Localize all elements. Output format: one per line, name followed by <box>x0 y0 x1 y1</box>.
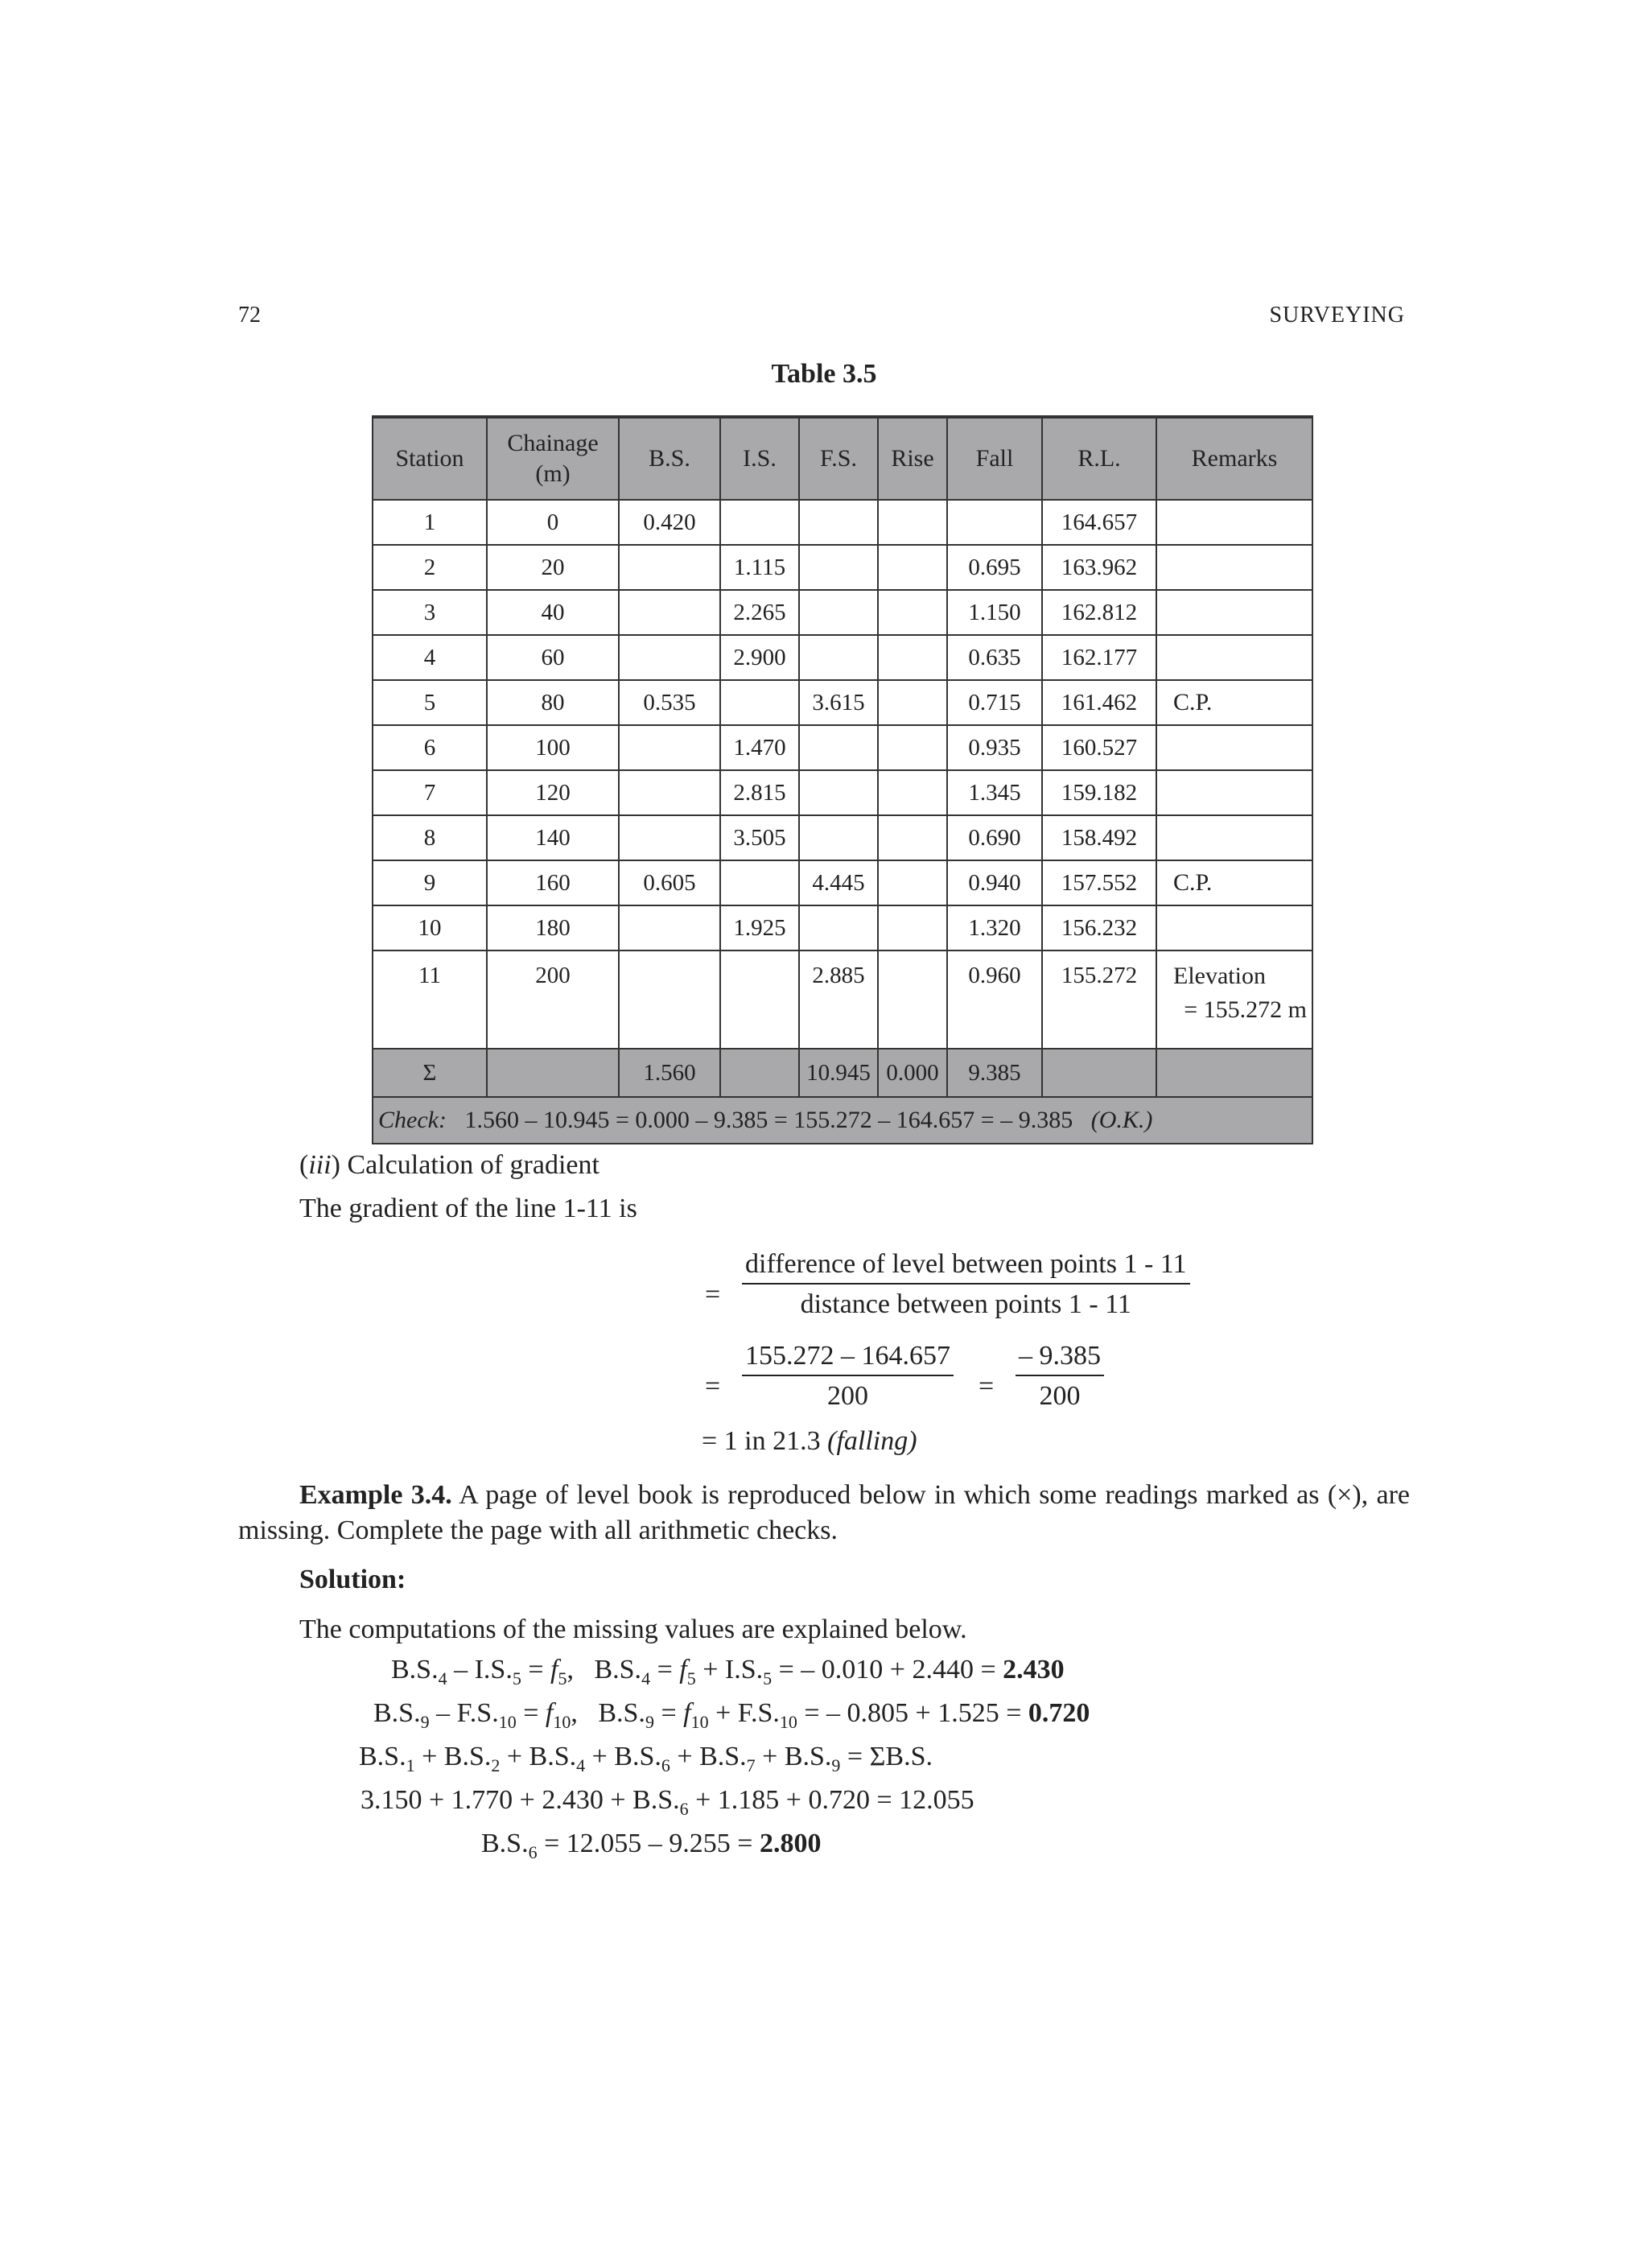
table-cell: 0.420 <box>619 500 720 545</box>
table-cell: 1.470 <box>720 725 799 770</box>
computation-line-4: $3.150 + 1.770 + 2.430 + B.S._6 + 1.185 + 0.720 = 12.055$ <box>360 1785 974 1819</box>
table-cell <box>720 950 799 1049</box>
table-cell: 3 <box>373 590 487 635</box>
check-text: 1.560 – 10.945 = 0.000 – 9.385 = 155.272 – 164.657 = – 9.385 <box>464 1107 1073 1133</box>
table-cell <box>619 815 720 860</box>
table-cell: 80 <box>487 680 619 725</box>
table-cell: 157.552 <box>1042 860 1156 905</box>
remark-text: C.P. <box>1173 689 1213 715</box>
table-cell <box>799 635 878 680</box>
table-cell <box>799 545 878 590</box>
gradient-intro: The gradient of the line 1-11 is <box>299 1194 637 1223</box>
remark-text-line2: = 155.272 m <box>1184 996 1307 1023</box>
column-header: Chainage (m) <box>487 417 619 500</box>
table-row <box>373 725 1312 770</box>
table-cell: 60 <box>487 635 619 680</box>
table-cell <box>619 950 720 1049</box>
table-cell <box>619 770 720 815</box>
fraction-numerator: – 9.385 <box>1016 1341 1104 1376</box>
gradient-result-note: (falling) <box>827 1426 917 1456</box>
table-cell <box>1156 635 1312 680</box>
fraction-denominator: 200 <box>827 1381 868 1411</box>
table-cell: 1.115 <box>720 545 799 590</box>
table-cell: 0.695 <box>947 545 1042 590</box>
table-row <box>373 860 1312 905</box>
sum-cell <box>720 1049 799 1097</box>
table-cell <box>1156 770 1312 815</box>
fraction-denominator: distance between points 1 - 11 <box>800 1289 1131 1319</box>
computation-result: 2.430 <box>1003 1655 1065 1685</box>
table-cell: 120 <box>487 770 619 815</box>
table-cell: 2.885 <box>799 950 878 1049</box>
page-number: 72 <box>238 303 261 328</box>
table-cell: 9 <box>373 860 487 905</box>
equals-sign: = <box>978 1371 995 1401</box>
table-cell: 0.940 <box>947 860 1042 905</box>
solution-label: Solution: <box>299 1565 406 1594</box>
sum-cell: 0.000 <box>878 1049 947 1097</box>
table-cell: 0.605 <box>619 860 720 905</box>
sum-cell: 1.560 <box>619 1049 720 1097</box>
table-cell <box>720 680 799 725</box>
fraction-numerator: 155.272 – 164.657 <box>742 1341 954 1376</box>
gradient-result <box>702 1426 917 1457</box>
table-cell: 40 <box>487 590 619 635</box>
table-cell: 7 <box>373 770 487 815</box>
table-cell <box>1156 725 1312 770</box>
column-header: B.S. <box>619 417 720 500</box>
table-cell: 20 <box>487 545 619 590</box>
sum-cell: Σ <box>373 1049 487 1097</box>
table-cell: 4 <box>373 635 487 680</box>
table-row <box>373 635 1312 680</box>
table-cell: 180 <box>487 905 619 950</box>
equals-sign: = <box>705 1280 721 1309</box>
gradient-heading: (iii) Calculation of gradient <box>299 1150 599 1180</box>
table-cell <box>878 770 947 815</box>
table-cell <box>878 905 947 950</box>
example-text: A page of level book is reproduced below in which some readings marked as (×), are missing. Complete the page with all arithmetic checks. <box>238 1480 1411 1545</box>
table-cell: 1.345 <box>947 770 1042 815</box>
table-cell <box>1156 500 1312 545</box>
table-cell: 4.445 <box>799 860 878 905</box>
table-cell <box>878 680 947 725</box>
computation-line-1: $B.S._4 - I.S._5 = f_5$, $B.S._4 = f_5 + I.S._5$ = – 0.010 + 2.440 = 2.430 <box>391 1655 1065 1689</box>
table-cell <box>799 500 878 545</box>
equals-sign: = <box>705 1371 721 1401</box>
table-cell: 140 <box>487 815 619 860</box>
table-cell <box>878 815 947 860</box>
table-cell <box>1156 950 1312 1049</box>
table-cell: 8 <box>373 815 487 860</box>
computation-line-3: $B.S._1 + B.S._2 + B.S._4 + B.S._6 + B.S._7 + B.S._9 = \Sigma B.S$. <box>359 1742 933 1775</box>
gradient-heading-roman: iii <box>308 1150 332 1180</box>
table-cell: 162.177 <box>1042 635 1156 680</box>
column-header: F.S. <box>799 417 878 500</box>
table-cell <box>619 905 720 950</box>
sum-cell <box>1042 1049 1156 1097</box>
table-row <box>373 950 1312 1049</box>
table-cell: 164.657 <box>1042 500 1156 545</box>
table-cell <box>878 500 947 545</box>
computation-result: 0.720 <box>1028 1698 1090 1728</box>
gradient-heading-text: Calculation of gradient <box>347 1150 599 1180</box>
table-cell <box>1156 815 1312 860</box>
table-cell <box>1156 680 1312 725</box>
table-cell: 0.935 <box>947 725 1042 770</box>
table-cell: 0.690 <box>947 815 1042 860</box>
computation-sum: 3.150 + 1.770 + 2.430 + B.S. <box>360 1785 680 1815</box>
table-cell: 1 <box>373 500 487 545</box>
table-row <box>373 905 1312 950</box>
table-cell <box>720 860 799 905</box>
computation-result: 2.800 <box>759 1829 822 1858</box>
table-cell: 156.232 <box>1042 905 1156 950</box>
example-paragraph <box>238 1478 1410 1548</box>
table-cell <box>1156 590 1312 635</box>
table-cell: 2.815 <box>720 770 799 815</box>
table-cell <box>947 500 1042 545</box>
table-cell: 0.960 <box>947 950 1042 1049</box>
sum-cell: 9.385 <box>947 1049 1042 1097</box>
fraction-denominator: 200 <box>1039 1381 1081 1411</box>
example-label: Example 3.4. <box>299 1480 452 1510</box>
table-cell: 161.462 <box>1042 680 1156 725</box>
table-cell: 162.812 <box>1042 590 1156 635</box>
table-cell: 160.527 <box>1042 725 1156 770</box>
check-row <box>373 1097 1312 1144</box>
table-cell: 100 <box>487 725 619 770</box>
fraction-numerator: difference of level between points 1 - 11 <box>742 1249 1190 1285</box>
explanation-text: The computations of the missing values are explained below. <box>299 1614 967 1644</box>
column-header: Rise <box>878 417 947 500</box>
table-cell: 0.535 <box>619 680 720 725</box>
table-cell <box>799 815 878 860</box>
column-header: I.S. <box>720 417 799 500</box>
gradient-result-value: = 1 in 21.3 <box>702 1426 821 1456</box>
table-cell: 160 <box>487 860 619 905</box>
table-cell <box>878 860 947 905</box>
table-cell: 0.635 <box>947 635 1042 680</box>
level-book-table <box>372 415 1313 1144</box>
table-cell: 5 <box>373 680 487 725</box>
table-cell <box>799 725 878 770</box>
table-cell: 0.715 <box>947 680 1042 725</box>
table-cell: 2.900 <box>720 635 799 680</box>
table-row <box>373 545 1312 590</box>
table-row <box>373 590 1312 635</box>
table-header-row <box>373 417 1312 500</box>
table-cell <box>878 725 947 770</box>
table-cell <box>720 500 799 545</box>
table-cell: 10 <box>373 905 487 950</box>
table-row <box>373 680 1312 725</box>
table-cell <box>1156 905 1312 950</box>
computation-sum-end: + 1.185 + 0.720 = 12.055 <box>688 1785 974 1815</box>
table-row <box>373 500 1312 545</box>
table-cell <box>1156 860 1312 905</box>
column-header: Remarks <box>1156 417 1312 500</box>
table-cell: 3.615 <box>799 680 878 725</box>
table-cell <box>878 950 947 1049</box>
sum-cell: 10.945 <box>799 1049 878 1097</box>
check-ok: (O.K.) <box>1090 1107 1153 1133</box>
table-cell: 0 <box>487 500 619 545</box>
remark-text: C.P. <box>1173 869 1213 896</box>
check-cell <box>373 1097 1312 1144</box>
table-cell <box>878 635 947 680</box>
table-cell: 159.182 <box>1042 770 1156 815</box>
table-cell: 2.265 <box>720 590 799 635</box>
table-cell: 1.925 <box>720 905 799 950</box>
table-row <box>373 815 1312 860</box>
gradient-formula-fraction <box>742 1249 1190 1320</box>
table-cell <box>619 725 720 770</box>
table-cell: 6 <box>373 725 487 770</box>
table-cell: 11 <box>373 950 487 1049</box>
gradient-values-fraction <box>742 1341 954 1412</box>
gradient-result-fraction <box>1016 1341 1104 1412</box>
table-cell <box>799 770 878 815</box>
remark-text: Elevation <box>1173 963 1266 989</box>
table-cell <box>619 590 720 635</box>
table-cell: 1.150 <box>947 590 1042 635</box>
column-header: Fall <box>947 417 1042 500</box>
sum-cell <box>1156 1049 1312 1097</box>
table-cell <box>878 590 947 635</box>
table-cell: 1.320 <box>947 905 1042 950</box>
sum-row <box>373 1049 1312 1097</box>
table-cell <box>1156 545 1312 590</box>
check-label: Check: <box>378 1107 447 1133</box>
column-header: Station <box>373 417 487 500</box>
table-title: Table 3.5 <box>771 359 877 389</box>
column-header: R.L. <box>1042 417 1156 500</box>
computation-line-2: $B.S._9 - F.S._{10} = f_{10}$, $B.S._9 = f_{10} + F.S._{10}$ = – 0.805 + 1.525 = 0.720 <box>373 1698 1090 1732</box>
table-cell: 2 <box>373 545 487 590</box>
table-cell: 163.962 <box>1042 545 1156 590</box>
table-cell <box>619 635 720 680</box>
table-cell <box>619 545 720 590</box>
table-cell: 158.492 <box>1042 815 1156 860</box>
sum-cell <box>487 1049 619 1097</box>
table-cell <box>799 905 878 950</box>
table-cell <box>878 545 947 590</box>
table-row <box>373 770 1312 815</box>
table-cell: 200 <box>487 950 619 1049</box>
table-cell: 3.505 <box>720 815 799 860</box>
running-head: SURVEYING <box>1269 303 1405 328</box>
table-cell: 155.272 <box>1042 950 1156 1049</box>
table-cell <box>799 590 878 635</box>
computation-line-5: $B.S._6 = 12.055 - 9.255 = 2.800$ <box>481 1829 822 1862</box>
